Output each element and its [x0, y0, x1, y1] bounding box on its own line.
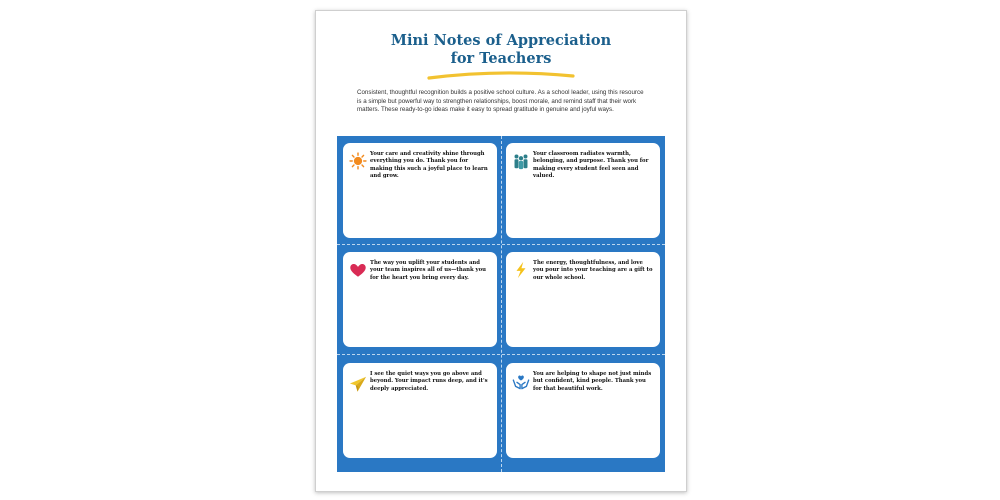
- page-title-line-2: for Teachers: [450, 50, 552, 67]
- note-text: I see the quiet ways you go above and beyond. Your impact runs deep, and it's deeply appreciated.: [370, 371, 488, 392]
- note-card: [343, 252, 497, 347]
- note-card: [506, 143, 660, 238]
- note-card: [343, 363, 497, 458]
- note-text: Your classroom radiates warmth, belonging, and purpose. Thank you for making every student feel seen and valued.: [533, 151, 649, 180]
- cut-line-vertical: [501, 136, 502, 472]
- hands-heart-icon: [512, 372, 530, 390]
- note-card: [506, 363, 660, 458]
- people-icon: [512, 152, 530, 170]
- document-page: [315, 10, 687, 492]
- heart-icon: [349, 261, 367, 279]
- title-underline-swoosh: [426, 69, 576, 81]
- note-card: [343, 143, 497, 238]
- note-text: You are helping to shape not just minds but confident, kind people. Thank you for that beautiful work.: [533, 371, 652, 392]
- cut-line-horizontal: [337, 244, 665, 245]
- note-text: The energy, thoughtfulness, and love you pour into your teaching are a gift to our whole school.: [533, 260, 653, 281]
- note-text: Your care and creativity shine through everything you do. Thank you for making this such a joyful place to learn and grow.: [370, 151, 488, 180]
- page-title-line-1: Mini Notes of Appreciation: [390, 32, 612, 49]
- notes-grid: [337, 136, 665, 472]
- note-card: [506, 252, 660, 347]
- paper-plane-icon: [349, 375, 367, 393]
- cut-line-horizontal: [337, 354, 665, 355]
- sun-icon: [349, 152, 367, 170]
- lightning-bolt-icon: [512, 261, 530, 279]
- intro-paragraph: Consistent, thoughtful recognition builds a positive school culture. As a school leader, using this resource is a simple but powerful way to strengthen relationships, boost morale, and remind staff that their work matters. These ready-to-go ideas make it easy to spread gratitude in genuine and joyful ways.: [357, 89, 644, 114]
- note-text: The way you uplift your students and your team inspires all of us—thank you for the heart you bring every day.: [370, 260, 486, 281]
